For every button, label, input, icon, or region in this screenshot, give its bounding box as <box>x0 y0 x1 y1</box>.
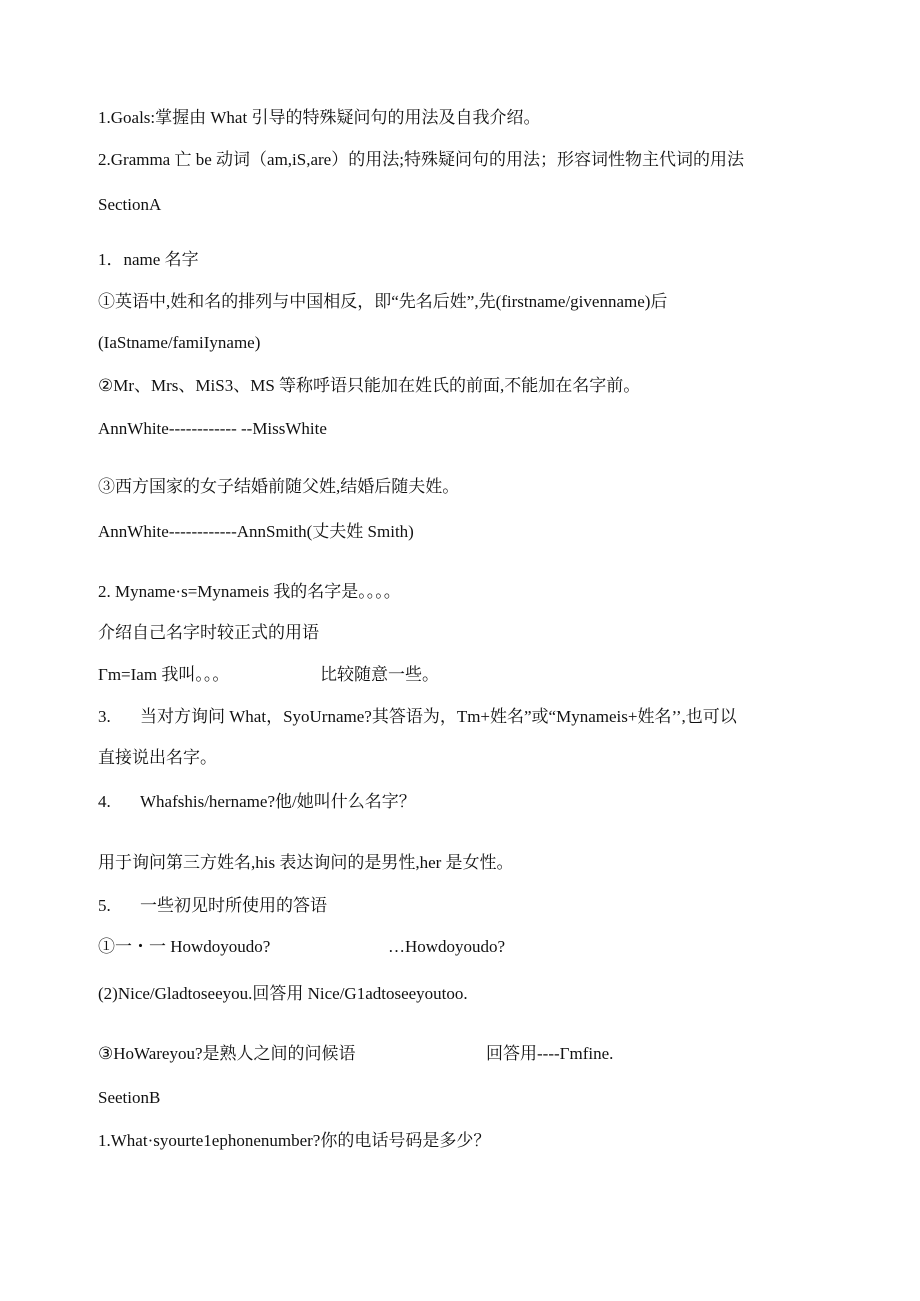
item-5-2: (2)Nice/Gladtoseeyou.回答用 Nice/G1adtoseeyoutoo. <box>98 984 468 1003</box>
item-3-number: 3. <box>98 707 111 726</box>
item-5-3b: 回答用----Γmfine. <box>486 1044 614 1063</box>
item-3-line <box>98 706 737 728</box>
item-5-3a: ③HoWareyou?是熟人之间的问候语 <box>98 1044 356 1063</box>
item-3-continuation: 直接说出名字。 <box>98 748 217 767</box>
name-heading: 1．name 名字 <box>98 250 199 269</box>
item-5-3-line <box>98 1043 614 1065</box>
item-4-line <box>98 791 416 813</box>
section-b-item-1: 1.What·syourte1ephonenumber?你的电话号码是多少？ <box>98 1131 491 1150</box>
item-2-note: 介绍自己名字时较正式的用语 <box>98 623 319 642</box>
goals-line: 1.Goals:掌握由 What 引导的特殊疑问句的用法及自我介绍。 <box>98 108 541 127</box>
name-note-2: ②Mr、Mrs、MiS3、MS 等称呼语只能加在姓氏的前面,不能加在名字前。 <box>98 376 641 395</box>
item-5-1a: ①一・一 Howdoyoudo? <box>98 937 271 956</box>
example-1: AnnWhite------------ --MissWhite <box>98 419 327 438</box>
name-note-1b: (IaStname/famiIyname) <box>98 333 261 352</box>
item-2: 2. Myname·s=Mynameis 我的名字是。。。。 <box>98 582 401 601</box>
example-2: AnnWhite------------AnnSmith(丈夫姓 Smith) <box>98 522 414 541</box>
grammar-line: 2.Gramma 亡 be 动词（am,iS,are）的用法;特殊疑问句的用法；形容词性物主代词的用法 <box>98 150 744 169</box>
item-5-1b: …Howdoyoudo? <box>388 937 506 956</box>
name-note-3: ③西方国家的女子结婚前随父姓,结婚后随夫姓。 <box>98 477 460 496</box>
item-5-1-line <box>98 936 506 958</box>
section-b-heading: SeetionB <box>98 1088 161 1107</box>
item-4-text: Whafshis/hername?他/她叫什么名字？ <box>140 792 416 811</box>
item-2-im-a: Γm=Iam 我叫。。。 <box>98 665 230 684</box>
item-5-line <box>98 895 327 917</box>
item-2-im-b: 比较随意一些。 <box>320 665 439 684</box>
name-note-1a: ①英语中,姓和名的排列与中国相反，即“先名后姓”,先(firstname/givenname)后 <box>98 292 668 311</box>
item-5-text: 一些初见时所使用的答语 <box>140 896 327 915</box>
section-a-heading: SectionA <box>98 195 162 214</box>
item-2-im-line <box>98 664 439 686</box>
item-5-number: 5. <box>98 896 111 915</box>
item-4-number: 4. <box>98 792 111 811</box>
item-3-text: 当对方询问 What，SyoUrname?其答语为，Tm+姓名”或“Mynameis+姓名’’,也可以 <box>140 707 737 726</box>
item-4-note: 用于询问第三方姓名,his 表达询问的是男性,her 是女性。 <box>98 853 514 872</box>
